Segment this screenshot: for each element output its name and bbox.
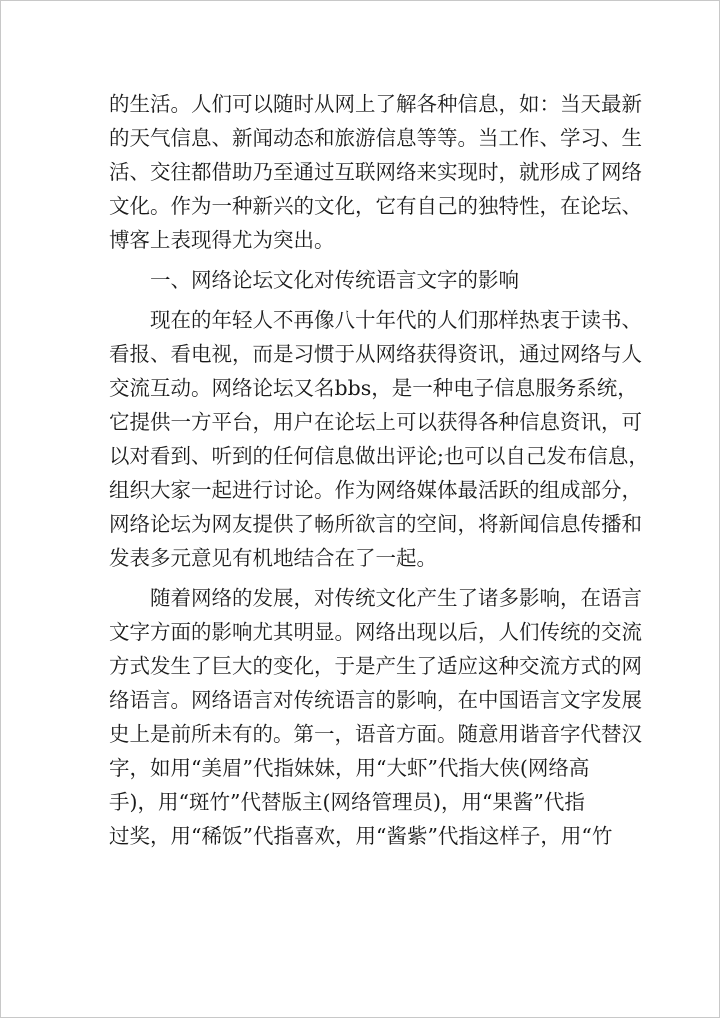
text-line: 文化。作为一种新兴的文化，它有自己的独特性，在论坛、: [109, 194, 642, 218]
text-line: 络语言。网络语言对传统语言的影响，在中国语言文字发展: [109, 688, 642, 712]
text-line: 看报、看电视，而是习惯于从网络获得资讯，通过网络与人: [109, 342, 642, 366]
text-line: 它提供一方平台，用户在论坛上可以获得各种信息资讯，可: [109, 410, 642, 434]
text-line: 过奖，用“稀饭”代指喜欢，用“酱紫”代指这样子，用“竹: [109, 824, 613, 848]
document-body: [109, 87, 649, 853]
text-line: 以对看到、听到的任何信息做出评论;也可以自己发布信息，: [109, 444, 649, 468]
text-line: 随着网络的发展，对传统文化产生了诸多影响，在语言: [109, 586, 642, 610]
text-line: 发表多元意见有机地结合在了一起。: [109, 546, 437, 570]
text-line: 文字方面的影响尤其明显。网络出现以后，人们传统的交流: [109, 620, 642, 644]
text-line: 博客上表现得尤为突出。: [109, 228, 335, 252]
paragraph-forum: [109, 303, 649, 575]
text-line: 组织大家一起进行讨论。作为网络媒体最活跃的组成部分，: [109, 478, 642, 502]
text-line: 方式发生了巨大的变化，于是产生了适应这种交流方式的网: [109, 654, 642, 678]
text-line: 网络论坛为网友提供了畅所欲言的空间，将新闻信息传播和: [109, 512, 642, 536]
heading-line: 一、网络论坛文化对传统语言文字的影响: [109, 268, 519, 292]
paragraph-language: [109, 581, 642, 853]
text-line: 手)，用“斑竹”代替版主(网络管理员)，用“果酱”代指: [109, 790, 585, 814]
text-line: 字，如用“美眉”代指妹妹，用“大虾”代指大侠(网络高: [109, 756, 590, 780]
section-heading: [109, 263, 613, 297]
text-line: 史上是前所未有的。第一，语音方面。随意用谐音字代替汉: [109, 722, 642, 746]
text-line: 的天气信息、新闻动态和旅游信息等等。当工作、学习、生: [109, 126, 642, 150]
text-line: 的生活。人们可以随时从网上了解各种信息，如：当天最新: [109, 92, 642, 116]
paragraph-intro: [109, 87, 642, 257]
text-line: 活、交往都借助乃至通过互联网络来实现时，就形成了网络: [109, 160, 642, 184]
text-line: 交流互动。网络论坛又名bbs，是一种电子信息服务系统，: [109, 376, 638, 400]
text-line: 现在的年轻人不再像八十年代的人们那样热衷于读书、: [109, 308, 642, 332]
